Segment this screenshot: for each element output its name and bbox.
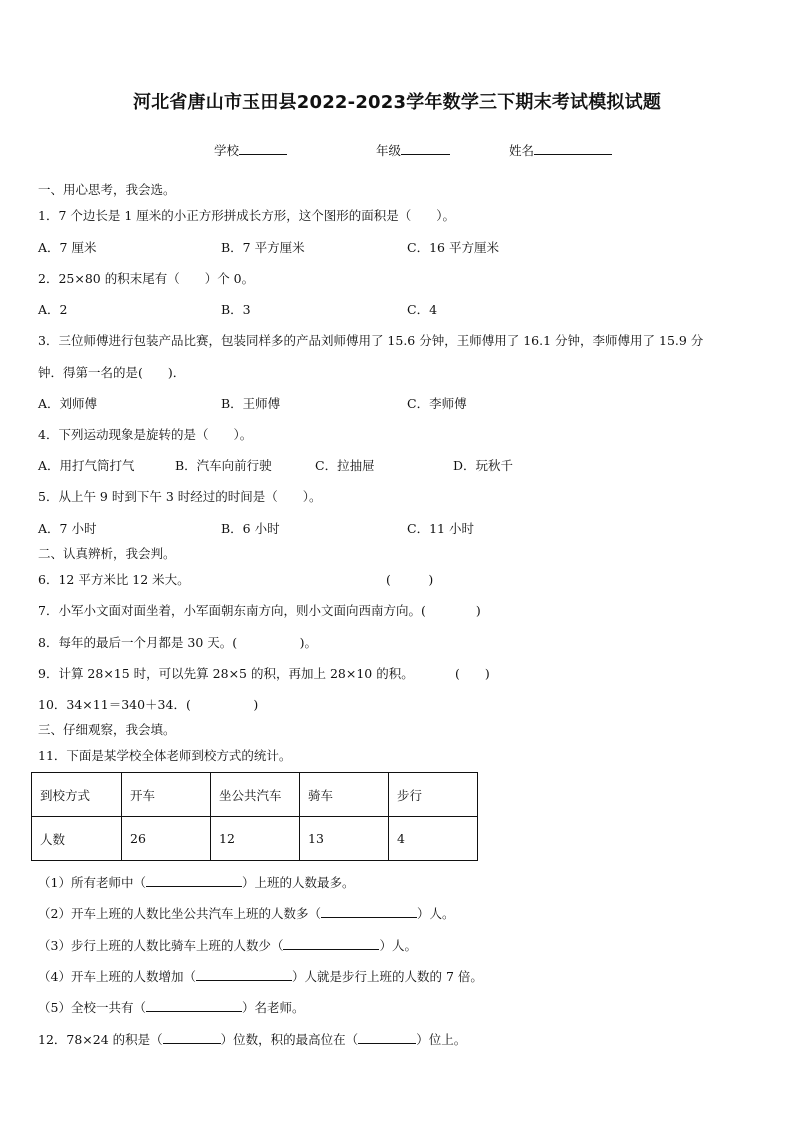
q4-option-d: D．玩秋千	[453, 458, 514, 473]
q2-option-b: B．3	[221, 302, 251, 317]
q11-sub-4	[38, 967, 483, 985]
question-12	[38, 1030, 466, 1048]
q11-sub-2	[38, 904, 454, 922]
q11-sub-4-text: （4）开车上班的人数增加（	[38, 969, 196, 984]
school-label: 学校	[214, 143, 240, 158]
q1-option-c: C．16 平方厘米	[407, 240, 499, 255]
table-cell: 26	[122, 817, 211, 861]
q11-sub-2-text-end: ）人。	[416, 906, 455, 921]
q6-answer-paren[interactable]: ( )	[386, 572, 434, 587]
q2-option-c: C．4	[407, 302, 438, 317]
name-field	[509, 141, 612, 159]
name-label: 姓名	[509, 143, 535, 158]
q5-option-c: C．11 小时	[407, 521, 474, 536]
q3-option-a: A．刘师傅	[38, 396, 98, 411]
section-3-title: 三、仔细观察，我会填。	[38, 722, 176, 737]
school-blank[interactable]	[239, 141, 287, 155]
q4-option-a: A．用打气筒打气	[38, 458, 135, 473]
q5-option-b: B．6 小时	[221, 521, 280, 536]
page-title: 河北省唐山市玉田县2022-2023学年数学三下期末考试模拟试题	[132, 92, 662, 113]
school-field	[214, 141, 287, 159]
q11-sub-5	[38, 998, 304, 1016]
question-3-line-1: 3．三位师傅进行包装产品比赛，包装同样多的产品刘师傅用了 15.6 分钟，王师傅用了 16.1 分钟，李师傅用了 15.9 分	[38, 333, 704, 348]
table-row	[32, 773, 478, 817]
q4-option-b: B．汽车向前行驶	[175, 458, 272, 473]
q3-option-b: B．王师傅	[221, 396, 281, 411]
name-blank[interactable]	[534, 141, 612, 155]
question-7: 7．小军小文面对面坐着，小军面朝东南方向，则小文面向西南方向。( )	[38, 603, 481, 618]
q11-sub-1	[38, 873, 354, 891]
question-10: 10．34×11＝340＋34．( )	[38, 697, 259, 712]
grade-blank[interactable]	[401, 141, 450, 155]
q11-sub-2-blank[interactable]	[321, 904, 417, 918]
q5-option-a: A．7 小时	[38, 521, 97, 536]
q11-sub-3-blank[interactable]	[283, 936, 379, 950]
table-cell: 12	[211, 817, 300, 861]
table-header-cell: 坐公共汽车	[211, 773, 300, 817]
section-2-title: 二、认真辨析，我会判。	[38, 546, 176, 561]
q11-sub-2-text: （2）开车上班的人数比坐公共汽车上班的人数多（	[38, 906, 321, 921]
table-header-cell: 步行	[389, 773, 478, 817]
question-2: 2．25×80 的积末尾有（ ）个 0。	[38, 271, 255, 286]
table-header-cell: 到校方式	[32, 773, 122, 817]
q11-sub-5-blank[interactable]	[146, 998, 242, 1012]
question-1: 1．7 个边长是 1 厘米的小正方形拼成长方形，这个图形的面积是（ ）。	[38, 208, 456, 223]
question-3-line-2: 钟．得第一名的是( )．	[38, 365, 186, 380]
q12-blank-2[interactable]	[358, 1030, 416, 1044]
question-6: 6．12 平方米比 12 米大。	[38, 572, 190, 587]
q3-option-c: C．李师傅	[407, 396, 467, 411]
section-1-title: 一、用心思考，我会选。	[38, 182, 176, 197]
q1-option-a: A．7 厘米	[38, 240, 97, 255]
question-11: 11．下面是某学校全体老师到校方式的统计。	[38, 748, 292, 763]
table-cell: 人数	[32, 817, 122, 861]
question-5: 5．从上午 9 时到下午 3 时经过的时间是（ ）。	[38, 489, 322, 504]
q11-sub-1-text: （1）所有老师中（	[38, 875, 146, 890]
grade-label: 年级	[376, 143, 402, 158]
q11-sub-1-blank[interactable]	[146, 873, 242, 887]
q4-option-c: C．拉抽屉	[315, 458, 375, 473]
q11-sub-4-text-end: ）人就是步行上班的人数的 7 倍。	[291, 969, 483, 984]
table-cell: 13	[300, 817, 389, 861]
table-header-cell: 骑车	[300, 773, 389, 817]
commute-stats-table	[31, 772, 478, 861]
question-12-text: 12．78×24 的积是（	[38, 1032, 163, 1047]
table-cell: 4	[389, 817, 478, 861]
q11-sub-1-text-end: ）上班的人数最多。	[241, 875, 355, 890]
question-12-text-end: ）位上。	[416, 1032, 467, 1047]
q11-sub-3-text: （3）步行上班的人数比骑车上班的人数少（	[38, 938, 284, 953]
q1-option-b: B．7 平方厘米	[221, 240, 305, 255]
grade-field	[376, 141, 450, 159]
q11-sub-5-text-end: ）名老师。	[241, 1000, 305, 1015]
question-12-text-mid: ）位数，积的最高位在（	[220, 1032, 359, 1047]
table-row	[32, 817, 478, 861]
q12-blank-1[interactable]	[163, 1030, 221, 1044]
question-9: 9．计算 28×15 时，可以先算 28×5 的积，再加上 28×10 的积。	[38, 666, 414, 681]
q11-sub-5-text: （5）全校一共有（	[38, 1000, 146, 1015]
q2-option-a: A．2	[38, 302, 68, 317]
table-header-cell: 开车	[122, 773, 211, 817]
q11-sub-3-text-end: ）人。	[379, 938, 417, 953]
question-4: 4．下列运动现象是旋转的是（ ）。	[38, 427, 253, 442]
question-8: 8．每年的最后一个月都是 30 天。( )。	[38, 635, 318, 650]
q11-sub-4-blank[interactable]	[196, 967, 292, 981]
q11-sub-3	[38, 936, 417, 954]
q9-answer-paren[interactable]: ( )	[455, 666, 490, 681]
